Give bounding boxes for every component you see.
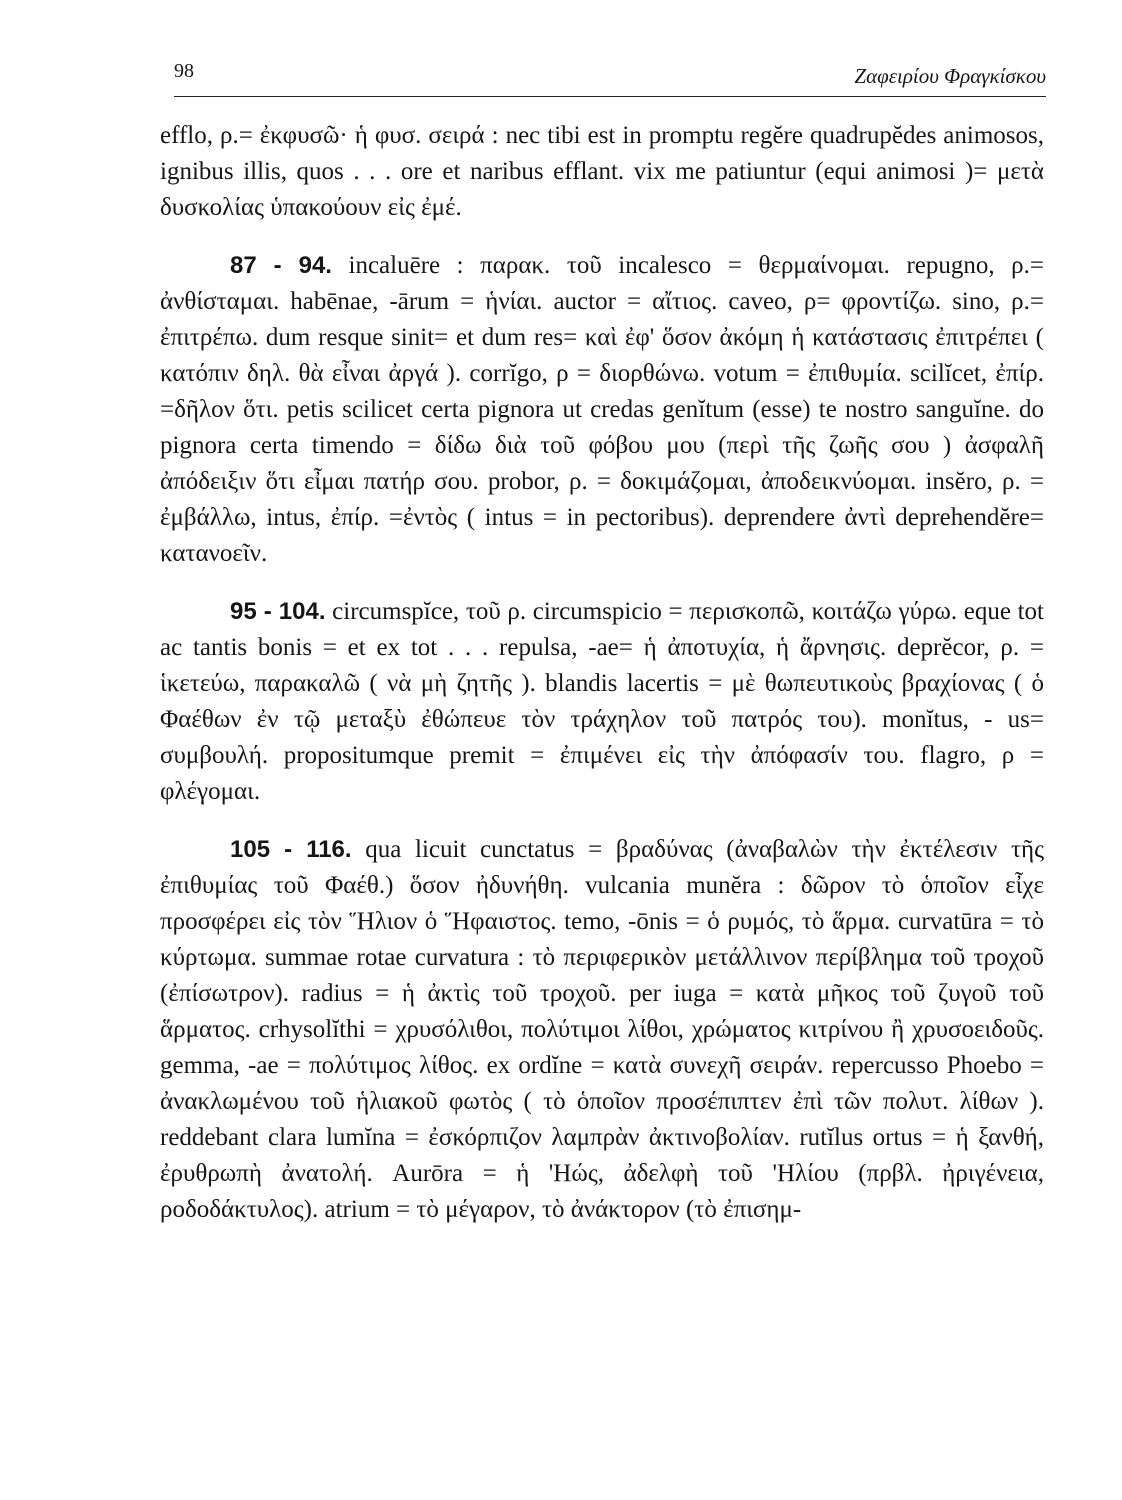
section-number: 95 - 104. xyxy=(230,598,326,625)
paragraph xyxy=(160,118,1044,226)
page-body xyxy=(160,118,1044,1228)
paragraph xyxy=(160,248,1044,572)
paragraph xyxy=(160,594,1044,810)
running-head: Ζαφειρίου Φραγκίσκου xyxy=(854,64,1046,88)
section-number: 105 - 116. xyxy=(230,836,352,863)
paragraph-text: efflo, ρ.= ἐκφυσῶ· ἡ φυσ. σειρά : nec tibi est in promptu regĕre quadrupĕdes animosos, ignibus illis, quos . . . ore et naribus efflant. vix me patiuntur (equi animosi )= μετὰ δυσκολίας ὑπακούουν εἰς ἐμέ. xyxy=(160,122,1044,221)
page-number: 98 xyxy=(174,60,194,82)
paragraph xyxy=(160,832,1044,1228)
paragraph-text: qua licuit cunctatus = βραδύνας (ἀναβαλὼν τὴν ἐκτέλεσιν τῆς ἐπιθυμίας τοῦ Φαέθ.) ὅσον ἠδυνήθη. vulcania munĕra : δῶρον τὸ ὁποῖον εἶχε προσφέρει εἰς τὸν Ἥλιον ὁ Ἥφαιστος. temo, -ōnis = ὁ ρυμός, τὸ ἅρμα. curvatūra = τὸ κύρτωμα. summae rotae curvatura : τὸ περιφερικὸν μετάλλινον περίβλημα τοῦ τροχοῦ (ἐπίσωτρον). radius = ἡ ἀκτὶς τοῦ τροχοῦ. per iuga = κατὰ μῆκος τοῦ ζυγοῦ τοῦ ἅρματος. crhysolĭthi = χρυσόλιθοι, πολύτιμοι λίθοι, χρώματος κιτρίνου ἢ χρυσοειδοῦς. gemma, -ae = πολύτιμος λίθος. ex ordĭne = κατὰ συνεχῆ σειράν. repercusso Phoebo = ἀνακλωμένου τοῦ ἡλιακοῦ φωτὸς ( τὸ ὁποῖον προσέπιπτεν ἐπὶ τῶν πολυτ. λίθων ). reddebant clara lumĭna = ἐσκόρπιζον λαμπρὰν ἀκτινοβολίαν. rutĭlus ortus = ἡ ξανθή, ἐρυθρωπὴ ἀνατολή. Aurōra = ἡ 'Ηώς, ἀδελφὴ τοῦ 'Ηλίου (πρβλ. ἠριγένεια, ροδοδάκτυλος). atrium = τὸ μέγαρον, τὸ ἀνάκτορον (τὸ ἐπισημ- xyxy=(160,836,1044,1223)
paragraph-text: circumspĭce, τοῦ ρ. circumspicio = περισκοπῶ, κοιτάζω γύρω. eque tot ac tantis bonis = et ex tot . . . repulsa, -ae= ἡ ἀποτυχία, ἡ ἄρνησις. deprĕcor, ρ. = ἱκετεύω, παρακαλῶ ( νὰ μὴ ζητῆς ). blandis lacertis = μὲ θωπευτικοὺς βραχίονας ( ὁ Φαέθων ἐν τῷ μεταξὺ ἐθώπευε τὸν τράχηλον τοῦ πατρός του). monĭtus, - us= συμβουλή. propositumque premit = ἐπιμένει εἰς τὴν ἀπόφασίν του. flagro, ρ = φλέγομαι. xyxy=(160,598,1044,805)
paragraph-text: incaluēre : παρακ. τοῦ incalesco = θερμαίνομαι. repugno, ρ.= ἀνθίσταμαι. habēnae, -ārum = ἡνίαι. auctor = αἴτιος. caveo, ρ= φροντίζω. sino, ρ.= ἐπιτρέπω. dum resque sinit= et dum res= καὶ ἐφ' ὅσον ἀκόμη ἡ κατάστασις ἐπιτρέπει ( κατόπιν δηλ. θὰ εἶναι ἀργά ). corrĭgo, ρ = διορθώνω. votum = ἐπιθυμία. scilĭcet, ἐπίρ. =δῆλον ὅτι. petis scilicet certa pignora ut credas genĭtum (esse) te nostro sanguĭne. do pignora certa timendo = δίδω διὰ τοῦ φόβου μου (περὶ τῆς ζωῆς σου ) ἀσφαλῆ ἀπόδειξιν ὅτι εἶμαι πατήρ σου. probor, ρ. = δοκιμάζομαι, ἀποδεικνύομαι. insĕro, ρ. = ἐμβάλλω, intus, ἐπίρ. =ἐντὸς ( intus = in pectoribus). deprendere ἀντὶ deprehendĕre= κατανοεῖν. xyxy=(160,252,1045,567)
page-header xyxy=(174,58,1046,97)
section-number: 87 - 94. xyxy=(230,252,332,279)
